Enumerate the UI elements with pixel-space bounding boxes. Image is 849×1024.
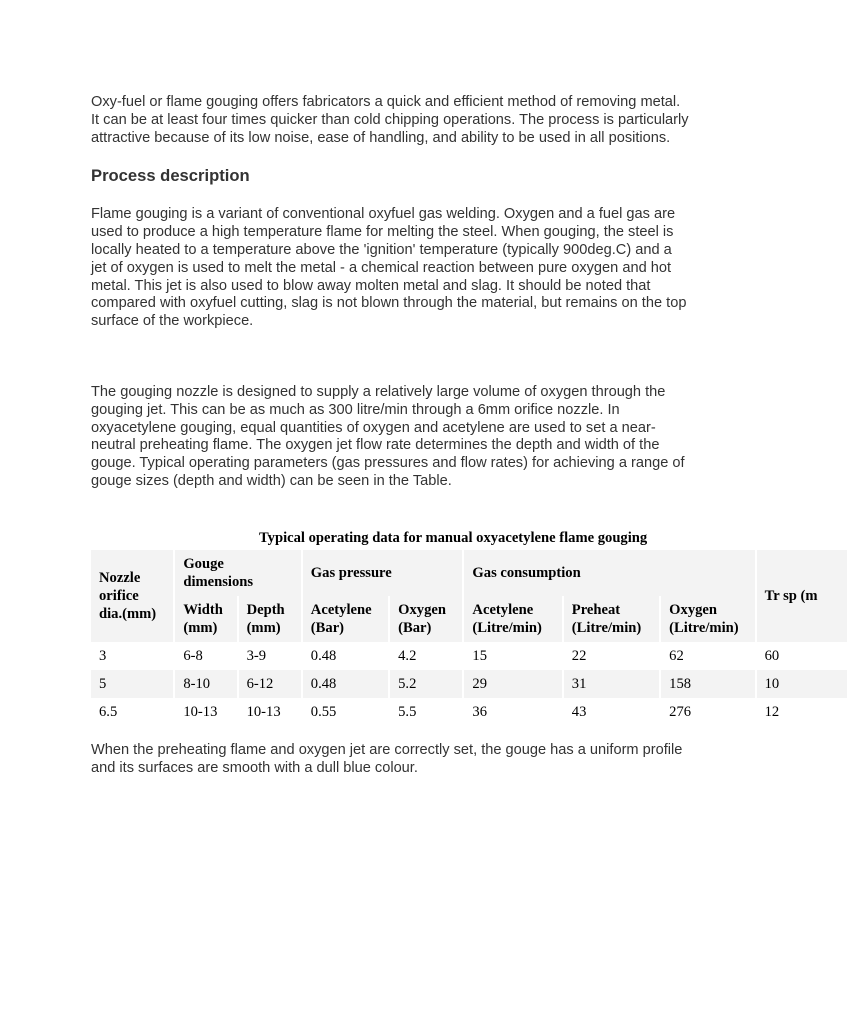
table-cell: 6-12 bbox=[239, 670, 301, 698]
table-cell: 12 bbox=[757, 698, 847, 726]
table-caption: Typical operating data for manual oxyacetylene flame gouging bbox=[259, 530, 648, 546]
table-cell: 29 bbox=[464, 670, 561, 698]
table-cell: 0.48 bbox=[303, 642, 388, 670]
table-cell: 43 bbox=[564, 698, 659, 726]
header-oxygen-consumption: Oxygen (Litre/min) bbox=[661, 596, 754, 642]
description-paragraph: Flame gouging is a variant of conventional oxyfuel gas welding. Oxygen and a fuel gas are used to produce a high temperature flame for melting the steel. When gouging, the steel is locally heated to a temperature above the 'ignition' temperature (typically 900deg.C) and a jet of oxygen is used to melt the metal - a chemical reaction between pure oxygen and hot metal. This jet is also used to blow away molten metal and slag. It should be noted that compared with oxyfuel cutting, slag is not blown through the material, but remains on the top surface of the workpiece. bbox=[91, 206, 687, 330]
table-cell: 5.5 bbox=[390, 698, 462, 726]
table-cell: 60 bbox=[757, 642, 847, 670]
header-preheat-consumption: Preheat (Litre/min) bbox=[564, 596, 659, 642]
closing-paragraph: When the preheating flame and oxygen jet are correctly set, the gouge has a uniform profile and its surfaces are smooth with a dull blue colour. bbox=[91, 742, 683, 776]
table-row bbox=[91, 698, 847, 726]
header-width: Width (mm) bbox=[175, 596, 236, 642]
table-cell: 0.48 bbox=[303, 670, 388, 698]
table-cell: 10-13 bbox=[239, 698, 301, 726]
closing-section bbox=[91, 742, 691, 778]
table-cell: 6-8 bbox=[175, 642, 236, 670]
header-nozzle: Nozzle orifice dia.(mm) bbox=[91, 550, 173, 642]
table-cell: 10 bbox=[757, 670, 847, 698]
table-cell: 5.2 bbox=[390, 670, 462, 698]
header-oxygen-pressure: Oxygen (Bar) bbox=[390, 596, 462, 642]
table-cell: 3-9 bbox=[239, 642, 301, 670]
intro-paragraph: Oxy-fuel or flame gouging offers fabricators a quick and efficient method of removing metal. It can be at least four times quicker than cold chipping operations. The process is particularly attractive because of its low noise, ease of handling, and ability to be used in all positions. bbox=[91, 94, 689, 146]
nozzle-paragraph: The gouging nozzle is designed to supply a relatively large volume of oxygen through the gouging jet. This can be as much as 300 litre/min through a 6mm orifice nozzle. In oxyacetylene gouging, equal quantities of oxygen and acetylene are used to set a near-neutral preheating flame. The oxygen jet flow rate determines the depth and width of the gouge. Typical operating parameters (gas pressures and flow rates) for achieving a range of gouge sizes (depth and width) can be seen in the Table. bbox=[91, 383, 685, 489]
table-row bbox=[91, 670, 847, 698]
section-heading: Process description bbox=[91, 166, 250, 186]
table-cell: 10-13 bbox=[175, 698, 236, 726]
table-cell: 3 bbox=[91, 642, 173, 670]
operating-data-table bbox=[89, 550, 849, 726]
table-row bbox=[91, 642, 847, 670]
data-table-container bbox=[91, 528, 818, 726]
header-depth: Depth (mm) bbox=[239, 596, 301, 642]
table-cell: 62 bbox=[661, 642, 754, 670]
table-cell: 0.55 bbox=[303, 698, 388, 726]
table-cell: 4.2 bbox=[390, 642, 462, 670]
table-cell: 15 bbox=[464, 642, 561, 670]
header-travel-speed: Tr sp (m bbox=[757, 550, 847, 642]
header-acetylene-pressure: Acetylene (Bar) bbox=[303, 596, 388, 642]
table-cell: 36 bbox=[464, 698, 561, 726]
table-cell: 158 bbox=[661, 670, 754, 698]
table-cell: 5 bbox=[91, 670, 173, 698]
header-gouge-dimensions: Gouge dimensions bbox=[175, 550, 300, 596]
header-gas-consumption: Gas consumption bbox=[464, 550, 754, 596]
table-cell: 31 bbox=[564, 670, 659, 698]
article-content bbox=[91, 94, 691, 491]
table-cell: 6.5 bbox=[91, 698, 173, 726]
table-cell: 276 bbox=[661, 698, 754, 726]
header-acetylene-consumption: Acetylene (Litre/min) bbox=[464, 596, 561, 642]
table-cell: 8-10 bbox=[175, 670, 236, 698]
table-cell: 22 bbox=[564, 642, 659, 670]
header-gas-pressure: Gas pressure bbox=[303, 550, 463, 596]
